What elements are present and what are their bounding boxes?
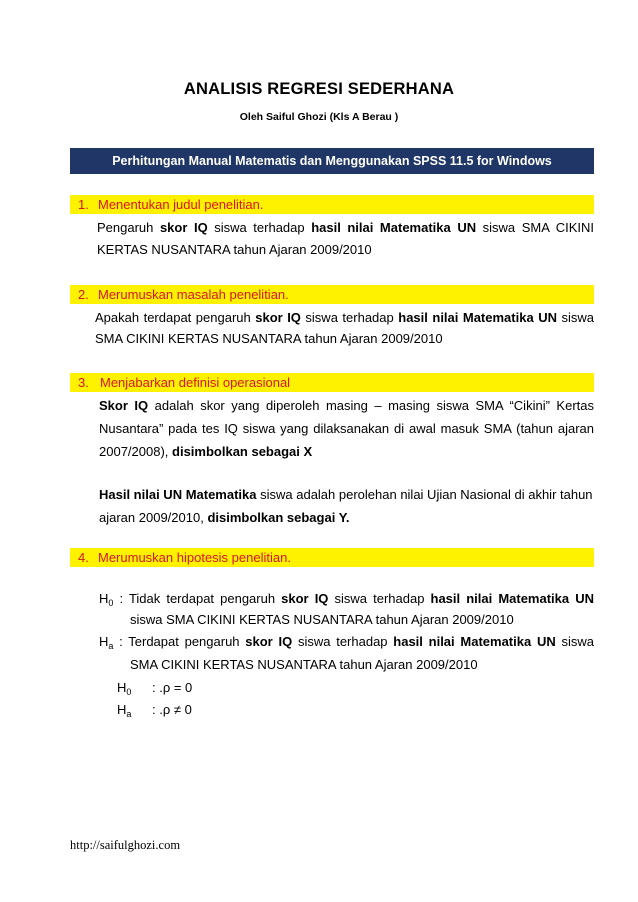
section-number: 1.: [78, 197, 89, 212]
footer-url: http://saifulghozi.com: [70, 838, 181, 852]
hypothesis-ha-line-2: SMA CIKINI KERTAS NUSANTARA tahun Ajaran 2009/2010: [130, 657, 478, 672]
s1-line-2: KERTAS NUSANTARA tahun Ajaran 2009/2010: [97, 242, 372, 257]
hypothesis-ha-line-1: $H_a$ : Terdapat pengaruh skor IQ siswa terhadap hasil nilai Matematika UN siswa: [99, 634, 594, 651]
section-number: 2.: [78, 287, 89, 302]
section-title: Merumuskan hipotesis penelitian.: [98, 550, 291, 565]
formula-h0-label: $H_0$: [117, 680, 132, 697]
section-number: 4.: [78, 550, 89, 565]
s3-line-5: ajaran 2009/2010, disimbolkan sebagai Y.: [99, 510, 350, 525]
section-title: Menentukan judul penelitian.: [98, 197, 264, 212]
s3-line-4: Hasil nilai UN Matematika siswa adalah perolehan nilai Ujian Nasional di akhir tahun: [99, 487, 593, 502]
section-3-heading: [70, 373, 594, 392]
hypothesis-h0-line-1: $H_0$ : Tidak terdapat pengaruh skor IQ siswa terhadap hasil nilai Matematika UN: [99, 591, 594, 608]
s1-line-1: Pengaruh skor IQ siswa terhadap hasil nilai Matematika UN siswa SMA CIKINI: [97, 220, 595, 235]
formula-ha-label: $H_a$: [117, 702, 132, 719]
method-banner: Perhitungan Manual Matematis dan Menggunakan SPSS 11.5 for Windows: [70, 148, 594, 174]
s2-line-2: SMA CIKINI KERTAS NUSANTARA tahun Ajaran 2009/2010: [95, 331, 443, 346]
section-4-heading: [70, 548, 594, 567]
section-title: Merumuskan masalah penelitian.: [98, 287, 289, 302]
section-title: Menjabarkan definisi operasional: [100, 375, 291, 390]
document-title: ANALISIS REGRESI SEDERHANA: [183, 80, 455, 98]
section-1-heading: [70, 195, 594, 214]
s3-line-2: Nusantara” pada tes IQ siswa yang dilaksanakan di awal masuk SMA (tahun ajaran: [99, 421, 594, 436]
formula-h0-expression: : .ρ = 0: [152, 680, 193, 695]
formula-ha-expression: : .ρ ≠ 0: [152, 702, 192, 717]
s3-line-1: Skor IQ adalah skor yang diperoleh masing – masing siswa SMA “Cikini” Kertas: [99, 398, 594, 413]
document-author: Oleh Saiful Ghozi (Kls A Berau ): [239, 111, 399, 123]
s2-line-1: Apakah terdapat pengaruh skor IQ siswa terhadap hasil nilai Matematika UN siswa: [95, 310, 594, 325]
section-2-heading: [70, 285, 594, 304]
section-number: 3.: [78, 375, 89, 390]
hypothesis-h0-line-2: siswa SMA CIKINI KERTAS NUSANTARA tahun Ajaran 2009/2010: [130, 612, 514, 627]
s3-line-3: 2007/2008), disimbolkan sebagai X: [99, 444, 313, 459]
